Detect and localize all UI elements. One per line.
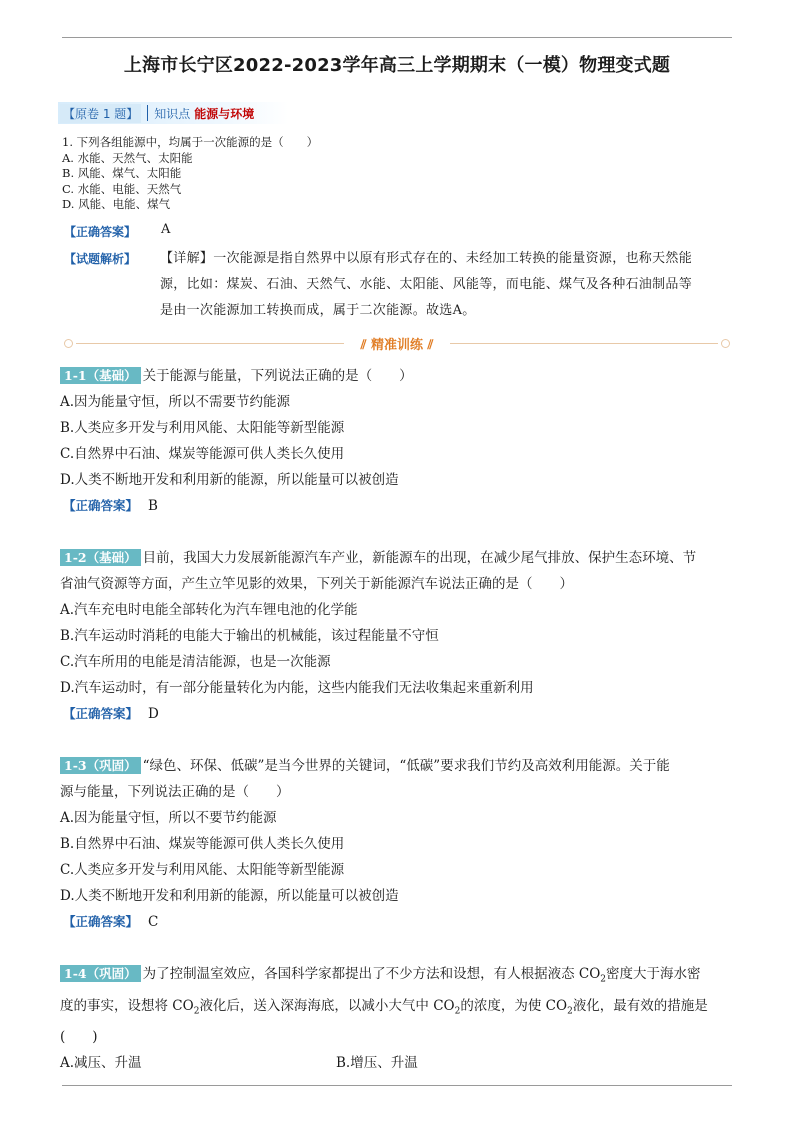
option-b: B. 风能、煤气、太阳能 [62, 166, 182, 181]
divider-line [450, 343, 718, 344]
answer-label: 【正确答案】 [63, 498, 139, 513]
footer-rule [62, 1085, 732, 1086]
original-tag: 【原卷 1 题】 [60, 104, 141, 123]
option-c: C.自然界中石油、煤炭等能源可供人类长久使用 [60, 446, 345, 462]
original-question-bar [58, 102, 288, 124]
option-d: D.人类不断地开发和利用新的能源，所以能量可以被创造 [60, 472, 399, 488]
question-stem-cont: 源与能量，下列说法正确的是（ ） [60, 784, 290, 800]
option-a: A.因为能量守恒，所以不要节约能源 [60, 810, 277, 826]
answer-value: B [148, 498, 158, 514]
option-b: B.增压、升温 [336, 1055, 418, 1072]
analysis-line: 是由一次能源加工转换而成，属于二次能源。故选A。 [160, 303, 476, 318]
analysis-line: 源，比如：煤炭、石油、天然气、水能、太阳能、风能等，而电能、煤气及各种石油制品等 [160, 277, 693, 292]
option-d: D. 风能、电能、煤气 [62, 197, 171, 212]
option-c: C.人类应多开发与利用风能、太阳能等新型能源 [60, 862, 345, 878]
answer-label: 【正确答案】 [64, 225, 137, 239]
question-stem-cont: 度的事实，设想将 $CO_2$液化后，送入深海海底，以减小大气中 $CO_2$的浓度，为使 $CO_2$液化，最有效的措施是 [60, 997, 708, 1017]
analysis-line: 【详解】一次能源是指自然界中以原有形式存在的、未经加工转换的能量资源，也称天然能 [160, 251, 693, 266]
question-stem-cont: 省油气资源等方面，产生立竿见影的效果，下列关于新能源汽车说法正确的是（ ） [60, 576, 573, 592]
option-a: A. 水能、天然气、太阳能 [62, 150, 193, 165]
analysis-label: 【试题解析】 [64, 252, 137, 266]
option-a: A.汽车充电时电能全部转化为汽车锂电池的化学能 [60, 602, 358, 618]
question-stem: 1. 下列各组能源中，均属于一次能源的是（ ） [62, 135, 319, 149]
answer-label: 【正确答案】 [63, 706, 139, 721]
analysis-text [160, 246, 732, 324]
question-1-1 [60, 363, 734, 519]
option-d: D.人类不断地开发和利用新的能源，所以能量可以被创造 [60, 888, 399, 904]
question-badge: 1-2（基础） [60, 549, 141, 566]
answer-value: A [161, 222, 171, 237]
option-a: A.减压、升温 [60, 1055, 142, 1072]
question-stem: 目前，我国大力发展新能源汽车产业，新能源车的出现，在减少尾气排放、保护生态环境、节 [142, 550, 697, 566]
answer-label: 【正确答案】 [63, 914, 139, 929]
question-1-3 [60, 753, 734, 935]
knowledge-point-label: 知识点 [154, 106, 191, 121]
question-stem: 为了控制温室效应，各国科学家都提出了不少方法和设想，有人根据液态 $CO_2$密度大于海水密 [142, 966, 701, 985]
question-blank: ( ) [60, 1029, 98, 1046]
question-badge: 1-3（巩固） [60, 757, 141, 774]
question-stem: 关于能源与能量，下列说法正确的是（ ） [142, 368, 413, 384]
knowledge-point-value: 能源与环境 [194, 106, 255, 121]
question-badge: 1-1（基础） [60, 367, 141, 384]
option-b: B.人类应多开发与利用风能、太阳能等新型能源 [60, 420, 345, 436]
option-a: A.因为能量守恒，所以不需要节约能源 [60, 394, 291, 410]
original-question [62, 135, 318, 213]
options-row [60, 1050, 734, 1076]
option-c: C.汽车所用的电能是清洁能源，也是一次能源 [60, 654, 331, 670]
question-stem: “绿色、环保、低碳”是当今世界的关键词，“低碳”要求我们节约及高效利用能源。关于能 [142, 758, 670, 774]
header-rule [62, 37, 732, 38]
question-1-4 [60, 961, 734, 1076]
question-badge: 1-4（巩固） [60, 965, 141, 982]
section-divider [62, 334, 732, 354]
section-title: ⫽ 精准训练 ⫽ [360, 338, 434, 353]
document-title: 上海市长宁区2022-2023学年高三上学期期末（一模）物理变式题 [123, 55, 671, 76]
option-d: D.汽车运动时，有一部分能量转化为内能，这些内能我们无法收集起来重新利用 [60, 680, 534, 696]
option-c: C. 水能、电能、天然气 [62, 181, 182, 196]
question-1-2 [60, 545, 734, 727]
answer-value: C [148, 914, 159, 930]
option-b: B.汽车运动时消耗的电能大于输出的机械能，该过程能量不守恒 [60, 628, 439, 644]
answer-value: D [148, 706, 159, 722]
option-b: B.自然界中石油、煤炭等能源可供人类长久使用 [60, 836, 345, 852]
divider-dot [721, 339, 730, 348]
separator [147, 105, 148, 121]
